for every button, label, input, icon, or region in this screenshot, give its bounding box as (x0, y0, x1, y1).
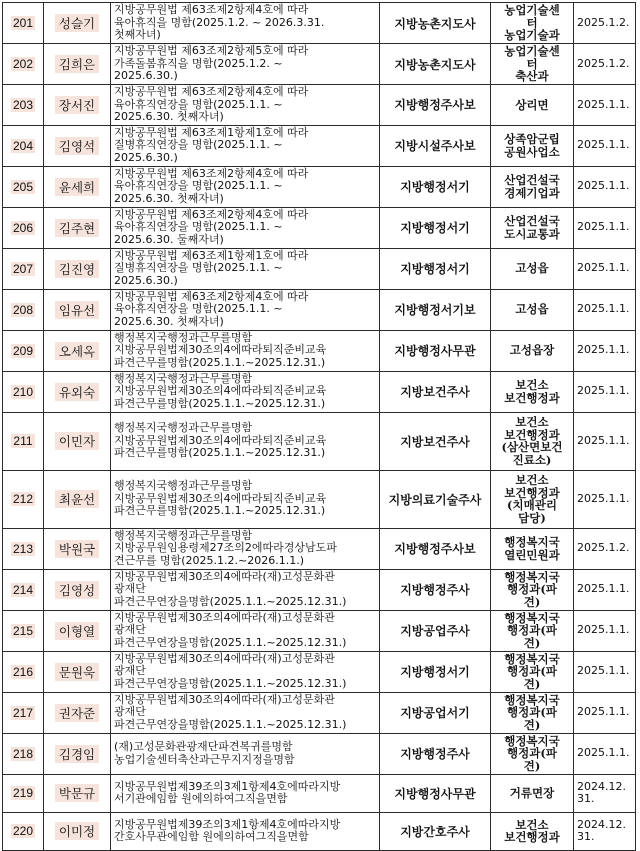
position-grade-cell: 지방보건주사 (380, 412, 491, 470)
table-row (3, 125, 636, 166)
employee-name: 오세옥 (55, 342, 99, 360)
table-row (3, 812, 636, 850)
employee-name-cell (44, 692, 111, 733)
position-grade-cell: 지방보건주사 (380, 371, 491, 412)
table-row (3, 412, 636, 470)
position-grade-cell: 지방의료기술주사 (380, 470, 491, 528)
position-grade-cell: 지방행정주사보 (380, 85, 491, 126)
department-cell: 상족암군립 공원사업소 (491, 125, 574, 166)
effective-date-cell: 2025.1.1. (574, 569, 636, 610)
row-number: 201 (12, 16, 34, 30)
personnel-order-table-body (3, 3, 636, 851)
row-number-cell (3, 528, 44, 569)
employee-name: 김진영 (55, 260, 99, 278)
order-description-cell: 지방공무원법 제63조제2항제5호에 따라 가족돌봄휴직을 명함(2025.1.2. ~ 2025.6.30.) (111, 44, 380, 85)
row-number-cell (3, 166, 44, 207)
order-description-cell: 지방공무원법 제63조제2항제4호에 따라 육아휴직연장을 명함(2025.1.1. ~ 2025.6.30. 둘째자녀) (111, 207, 380, 248)
order-description-cell: 행정복지국행정과근무를명함 지방공무원법제30조의4에따라퇴직준비교육 파견근무를명함(2025.1.1.~2025.12.31.) (111, 330, 380, 371)
department-cell: 거류면장 (491, 774, 574, 812)
position-grade-cell: 지방행정사무관 (380, 774, 491, 812)
effective-date-cell: 2025.1.2. (574, 528, 636, 569)
effective-date-cell: 2024.12. 31. (574, 774, 636, 812)
table-row (3, 774, 636, 812)
department-cell: 보건소 보건행정과 (치매관리 담당) (491, 470, 574, 528)
employee-name: 이민자 (55, 432, 99, 450)
row-number: 220 (12, 824, 34, 838)
row-number: 216 (12, 664, 34, 679)
row-number: 203 (12, 97, 34, 112)
employee-name-cell (44, 289, 111, 330)
order-description-cell: 행정복지국행정과근무를명함 지방공무원법제30조의4에따라퇴직준비교육 파견근무를명함(2025.1.1.~2025.12.31.) (111, 412, 380, 470)
order-description-cell: 행정복지국행정과근무를명함 지방공무원임용령제27조의2에따라경상남도파 견근무를 명함(2025.1.2.~2026.1.1.) (111, 528, 380, 569)
table-row (3, 289, 636, 330)
employee-name-cell (44, 85, 111, 126)
department-cell: 농업기술센 터 축산과 (491, 44, 574, 85)
effective-date-cell: 2025.1.1. (574, 85, 636, 126)
order-description-cell: (재)고성문화관광재단파견복귀를명함 농업기술센터축산과근무지지정을명함 (111, 733, 380, 774)
row-number: 209 (12, 343, 34, 358)
order-description-cell: 지방공무원법 제63조제1항제1호에 따라 질병휴직연장을 명함(2025.1.1. ~ 2025.6.30.) (111, 125, 380, 166)
row-number: 207 (12, 261, 34, 276)
employee-name-cell (44, 166, 111, 207)
effective-date-cell: 2025.1.1. (574, 610, 636, 651)
department-cell: 행정복지국 행정과(파 견) (491, 692, 574, 733)
table-row (3, 85, 636, 126)
employee-name: 성슬기 (55, 14, 99, 32)
row-number-cell (3, 470, 44, 528)
position-grade-cell: 지방농촌지도사 (380, 44, 491, 85)
employee-name: 김희은 (55, 55, 99, 73)
employee-name: 김주현 (55, 219, 99, 237)
table-row (3, 330, 636, 371)
employee-name-cell (44, 528, 111, 569)
department-cell: 고성읍장 (491, 330, 574, 371)
row-number: 217 (12, 705, 34, 720)
department-cell: 보건소 보건행정과 (491, 812, 574, 850)
table-row (3, 3, 636, 44)
row-number-cell (3, 812, 44, 850)
employee-name-cell (44, 610, 111, 651)
row-number-cell (3, 733, 44, 774)
position-grade-cell: 지방시설주사보 (380, 125, 491, 166)
effective-date-cell: 2025.1.1. (574, 470, 636, 528)
effective-date-cell: 2025.1.1. (574, 207, 636, 248)
row-number: 206 (12, 220, 34, 235)
employee-name: 김영성 (55, 581, 99, 599)
row-number-cell (3, 692, 44, 733)
effective-date-cell: 2025.1.1. (574, 248, 636, 289)
row-number-cell (3, 207, 44, 248)
employee-name: 장서진 (55, 96, 99, 114)
position-grade-cell: 지방행정사무관 (380, 330, 491, 371)
order-description-cell: 지방공무원법제30조의4에따라(재)고성문화관 광재단 파견근무연장을명함(2025.1.1.~2025.12.31.) (111, 692, 380, 733)
position-grade-cell: 지방행정주사 (380, 733, 491, 774)
effective-date-cell: 2025.1.1. (574, 330, 636, 371)
employee-name-cell (44, 651, 111, 692)
row-number-cell (3, 125, 44, 166)
row-number: 214 (12, 582, 34, 597)
effective-date-cell: 2025.1.1. (574, 692, 636, 733)
employee-name-cell (44, 125, 111, 166)
position-grade-cell: 지방행정서기보 (380, 289, 491, 330)
employee-name: 이미정 (55, 822, 99, 840)
table-row (3, 528, 636, 569)
row-number-cell (3, 651, 44, 692)
position-grade-cell: 지방공업주사 (380, 610, 491, 651)
position-grade-cell: 지방간호주사 (380, 812, 491, 850)
row-number: 208 (12, 302, 34, 317)
row-number-cell (3, 289, 44, 330)
employee-name-cell (44, 207, 111, 248)
employee-name-cell (44, 774, 111, 812)
effective-date-cell: 2025.1.1. (574, 289, 636, 330)
effective-date-cell: 2025.1.1. (574, 125, 636, 166)
table-row (3, 44, 636, 85)
row-number-cell (3, 371, 44, 412)
department-cell: 고성읍 (491, 289, 574, 330)
order-description-cell: 지방공무원법 제63조제2항제4호에 따라 육아휴직연장을 명함(2025.1.1. ~ 2025.6.30. 첫째자녀) (111, 289, 380, 330)
effective-date-cell: 2025.1.1. (574, 651, 636, 692)
row-number: 213 (12, 541, 34, 556)
row-number-cell (3, 44, 44, 85)
order-description-cell: 지방공무원법 제63조제2항제4호에 따라 육아휴직을 명함(2025.1.2. ~ 2026.3.31. 첫째자녀) (111, 3, 380, 44)
personnel-order-table (2, 2, 636, 851)
row-number: 212 (12, 492, 34, 506)
row-number-cell (3, 774, 44, 812)
order-description-cell: 행정복지국행정과근무를명함 지방공무원법제30조의4에따라퇴직준비교육 파견근무를명함(2025.1.1.~2025.12.31.) (111, 470, 380, 528)
row-number: 218 (12, 746, 34, 761)
order-description-cell: 지방공무원법 제63조제1항제1호에 따라 질병휴직연장을 명함(2025.1.1. ~ 2025.6.30.) (111, 248, 380, 289)
order-description-cell: 지방공무원법제39조의3제1항제4호에따라지방 서기관에임함 원에의하여그직을면함 (111, 774, 380, 812)
employee-name: 유외숙 (55, 383, 99, 401)
order-description-cell: 지방공무원법 제63조제2항제4호에 따라 육아휴직연장을 명함(2025.1.1. ~ 2025.6.30. 첫째자녀) (111, 85, 380, 126)
department-cell: 보건소 보건행정과 (삼산면보건 진료소) (491, 412, 574, 470)
table-row (3, 248, 636, 289)
employee-name-cell (44, 44, 111, 85)
row-number: 219 (12, 786, 34, 800)
department-cell: 행정복지국 행정과(파 견) (491, 651, 574, 692)
employee-name-cell (44, 569, 111, 610)
employee-name: 박원국 (55, 540, 99, 558)
row-number-cell (3, 248, 44, 289)
table-row (3, 610, 636, 651)
employee-name-cell (44, 3, 111, 44)
row-number-cell (3, 610, 44, 651)
department-cell: 고성읍 (491, 248, 574, 289)
position-grade-cell: 지방공업서기 (380, 692, 491, 733)
order-description-cell: 지방공무원법제30조의4에따라(재)고성문화관 광재단 파견근무연장을명함(2025.1.1.~2025.12.31.) (111, 569, 380, 610)
employee-name: 문원욱 (55, 663, 99, 681)
employee-name: 이형열 (55, 622, 99, 640)
employee-name: 임유선 (55, 301, 99, 319)
row-number: 202 (12, 57, 34, 71)
employee-name-cell (44, 733, 111, 774)
row-number-cell (3, 330, 44, 371)
order-description-cell: 행정복지국행정과근무를명함 지방공무원법제30조의4에따라퇴직준비교육 파견근무를명함(2025.1.1.~2025.12.31.) (111, 371, 380, 412)
table-row (3, 371, 636, 412)
department-cell: 행정복지국 행정과(파 견) (491, 610, 574, 651)
row-number: 215 (12, 623, 34, 638)
employee-name: 박문규 (55, 784, 99, 802)
row-number-cell (3, 412, 44, 470)
order-description-cell: 지방공무원법제39조의3제1항제4호에따라지방 간호사무관에임함 원에의하여그직을면함 (111, 812, 380, 850)
table-row (3, 569, 636, 610)
department-cell: 상리면 (491, 85, 574, 126)
row-number-cell (3, 569, 44, 610)
table-row (3, 166, 636, 207)
position-grade-cell: 지방행정서기 (380, 166, 491, 207)
department-cell: 산업건설국 경제기업과 (491, 166, 574, 207)
effective-date-cell: 2025.1.1. (574, 166, 636, 207)
employee-name-cell (44, 248, 111, 289)
department-cell: 산업건설국 도시교통과 (491, 207, 574, 248)
row-number-cell (3, 85, 44, 126)
position-grade-cell: 지방행정주사보 (380, 528, 491, 569)
employee-name-cell (44, 371, 111, 412)
position-grade-cell: 지방행정주사 (380, 569, 491, 610)
employee-name-cell (44, 812, 111, 850)
position-grade-cell: 지방농촌지도사 (380, 3, 491, 44)
row-number: 205 (12, 179, 34, 194)
row-number-cell (3, 3, 44, 44)
employee-name: 김경임 (55, 745, 99, 763)
department-cell: 농업기술센 터 농업기술과 (491, 3, 574, 44)
table-row (3, 207, 636, 248)
effective-date-cell: 2025.1.1. (574, 733, 636, 774)
order-description-cell: 지방공무원법제30조의4에따라(재)고성문화관 광재단 파견근무연장을명함(2025.1.1.~2025.12.31.) (111, 651, 380, 692)
department-cell: 행정복지국 열린민원과 (491, 528, 574, 569)
effective-date-cell: 2025.1.1. (574, 371, 636, 412)
row-number: 204 (12, 138, 34, 153)
effective-date-cell: 2024.12. 31. (574, 812, 636, 850)
employee-name: 윤세희 (55, 178, 99, 196)
table-row (3, 733, 636, 774)
table-row (3, 651, 636, 692)
employee-name-cell (44, 470, 111, 528)
effective-date-cell: 2025.1.2. (574, 44, 636, 85)
department-cell: 행정복지국 행정과(파 견) (491, 569, 574, 610)
order-description-cell: 지방공무원법제30조의4에따라(재)고성문화관 광재단 파견근무연장을명함(2025.1.1.~2025.12.31.) (111, 610, 380, 651)
table-row (3, 470, 636, 528)
department-cell: 보건소 보건행정과 (491, 371, 574, 412)
row-number: 210 (12, 384, 34, 399)
effective-date-cell: 2025.1.2. (574, 3, 636, 44)
position-grade-cell: 지방행정서기 (380, 651, 491, 692)
order-description-cell: 지방공무원법 제63조제2항제4호에 따라 육아휴직연장을 명함(2025.1.1. ~ 2025.6.30. 첫째자녀) (111, 166, 380, 207)
employee-name: 권자준 (55, 704, 99, 722)
effective-date-cell: 2025.1.1. (574, 412, 636, 470)
position-grade-cell: 지방행정서기 (380, 248, 491, 289)
table-row (3, 692, 636, 733)
employee-name: 김영석 (55, 137, 99, 155)
employee-name-cell (44, 412, 111, 470)
department-cell: 행정복지국 행정과(파 견) (491, 733, 574, 774)
row-number: 211 (13, 434, 33, 448)
employee-name: 최윤선 (55, 490, 99, 508)
employee-name-cell (44, 330, 111, 371)
position-grade-cell: 지방행정서기 (380, 207, 491, 248)
